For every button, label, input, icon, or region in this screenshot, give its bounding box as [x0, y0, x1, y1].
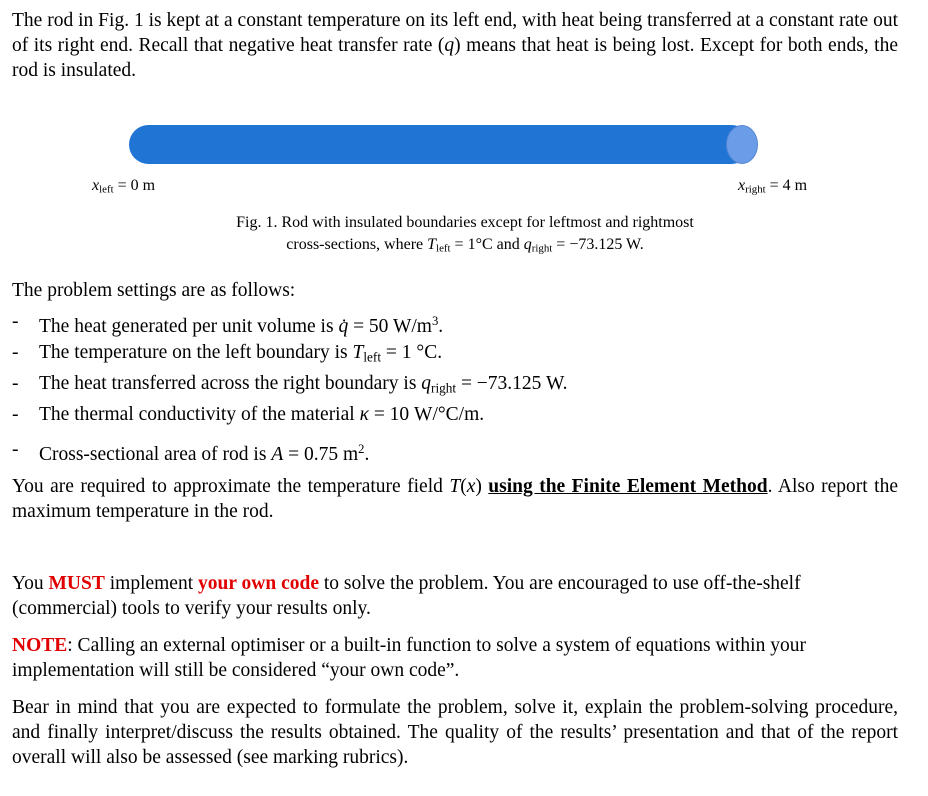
- x-left-symbol: x: [92, 177, 100, 194]
- area-symbol: A: [271, 443, 284, 465]
- cond-text: The thermal conductivity of the material: [39, 404, 360, 425]
- code-text-a: You: [12, 573, 49, 594]
- task-fem-emphasis: using the Finite Element Method: [488, 476, 768, 497]
- caption-q-symbol: q: [523, 236, 532, 253]
- rod-right-cross-section: [726, 125, 758, 164]
- caption-text-a: cross-sections, where: [286, 236, 428, 253]
- task-text-d: . Also report the maximum temperature in the rod.: [12, 476, 898, 522]
- heat-text: The heat generated per unit volume is: [39, 315, 339, 337]
- x-right-sub: right: [745, 183, 766, 196]
- intro-paragraph: [12, 8, 898, 83]
- cond-value: = 10 W/°C/m.: [368, 404, 485, 425]
- heat-symbol: q̇: [338, 315, 349, 337]
- setting-cross-section-area: [39, 437, 369, 467]
- note-label: NOTE: [12, 635, 68, 656]
- setting-conductivity: [39, 402, 484, 427]
- flux-text: The heat transferred across the right boundary is: [39, 373, 422, 394]
- bullet-5: -: [12, 439, 19, 460]
- caption-T-symbol: T: [427, 236, 437, 253]
- caption-T-sub: left: [436, 242, 451, 255]
- task-paragraph: [12, 474, 898, 524]
- note-text: : Calling an external optimiser or a built-in function to solve a system of equations within your implementation will still be considered “your own code”.: [12, 635, 806, 681]
- bullet-1: -: [12, 311, 19, 332]
- heat-sup: 3: [431, 314, 439, 328]
- x-right-symbol: x: [738, 177, 746, 194]
- flux-value: = −73.125 W.: [456, 373, 568, 394]
- setting-left-temperature: [39, 340, 442, 369]
- flux-symbol: q: [421, 373, 432, 394]
- temp-value: = 1 °C.: [381, 342, 443, 363]
- rod-body: [129, 125, 751, 164]
- caption-line-1: Fig. 1. Rod with insulated boundaries except for leftmost and rightmost: [236, 214, 694, 231]
- task-T-symbol: T: [449, 476, 461, 497]
- own-code-emphasis: your own code: [198, 573, 319, 594]
- bullet-3: -: [12, 373, 19, 394]
- x-left-sub: left: [99, 183, 114, 196]
- x-right-label: [738, 176, 807, 200]
- figure-caption: [170, 212, 760, 260]
- setting-right-heat-flux: [39, 371, 567, 400]
- task-paren-close: ): [475, 476, 489, 497]
- caption-line-2: [170, 234, 760, 260]
- caption-text-b: = 1°C and: [450, 236, 524, 253]
- task-x-symbol: x: [466, 476, 476, 497]
- area-end: .: [364, 443, 370, 465]
- temp-symbol: T: [352, 342, 364, 363]
- bullet-4: -: [12, 404, 19, 425]
- area-value: = 0.75 m: [283, 443, 359, 465]
- heat-end: .: [438, 315, 444, 337]
- temp-sub: left: [363, 349, 382, 365]
- settings-heading: The problem settings are as follows:: [12, 280, 296, 301]
- x-left-label: [92, 176, 155, 200]
- bullet-2: -: [12, 342, 19, 363]
- note-paragraph: [12, 633, 898, 683]
- task-paren-open: (: [460, 476, 467, 497]
- flux-sub: right: [431, 380, 457, 396]
- code-text-b: implement: [104, 573, 199, 594]
- setting-heat-generation: [39, 309, 443, 339]
- code-text-c: to solve the problem. You are encouraged to use off-the-shelf (commercial) tools to verify your results only.: [12, 573, 801, 619]
- code-requirement-paragraph: [12, 571, 898, 621]
- area-text: Cross-sectional area of rod is: [39, 443, 272, 465]
- caption-text-c: = −73.125 W.: [552, 236, 644, 253]
- intro-text-2: ) means that heat is being lost. Except for both ends, the rod is insulated.: [12, 35, 898, 81]
- x-left-value: = 0 m: [113, 177, 156, 194]
- area-sup: 2: [358, 442, 365, 456]
- caption-q-sub: right: [531, 242, 553, 255]
- must-emphasis: MUST: [48, 573, 105, 594]
- cond-symbol: κ: [359, 404, 369, 425]
- task-text-a: You are required to approximate the temperature field: [12, 476, 450, 497]
- intro-text-1: The rod in Fig. 1 is kept at a constant temperature on its left end, with heat being transferred at a constant rate out of its right end. Recall that negative heat transfer rate (: [12, 10, 898, 56]
- temp-text: The temperature on the left boundary is: [39, 342, 353, 363]
- heat-value: = 50 W/m: [348, 315, 432, 337]
- intro-q-symbol: q: [444, 35, 455, 56]
- closing-paragraph: Bear in mind that you are expected to formulate the problem, solve it, explain the problem-solving procedure, and finally interpret/discuss the results obtained. The quality of the results’ presentation and that of the report overall will also be assessed (see marking rubrics).: [12, 697, 898, 768]
- x-right-value: = 4 m: [765, 177, 808, 194]
